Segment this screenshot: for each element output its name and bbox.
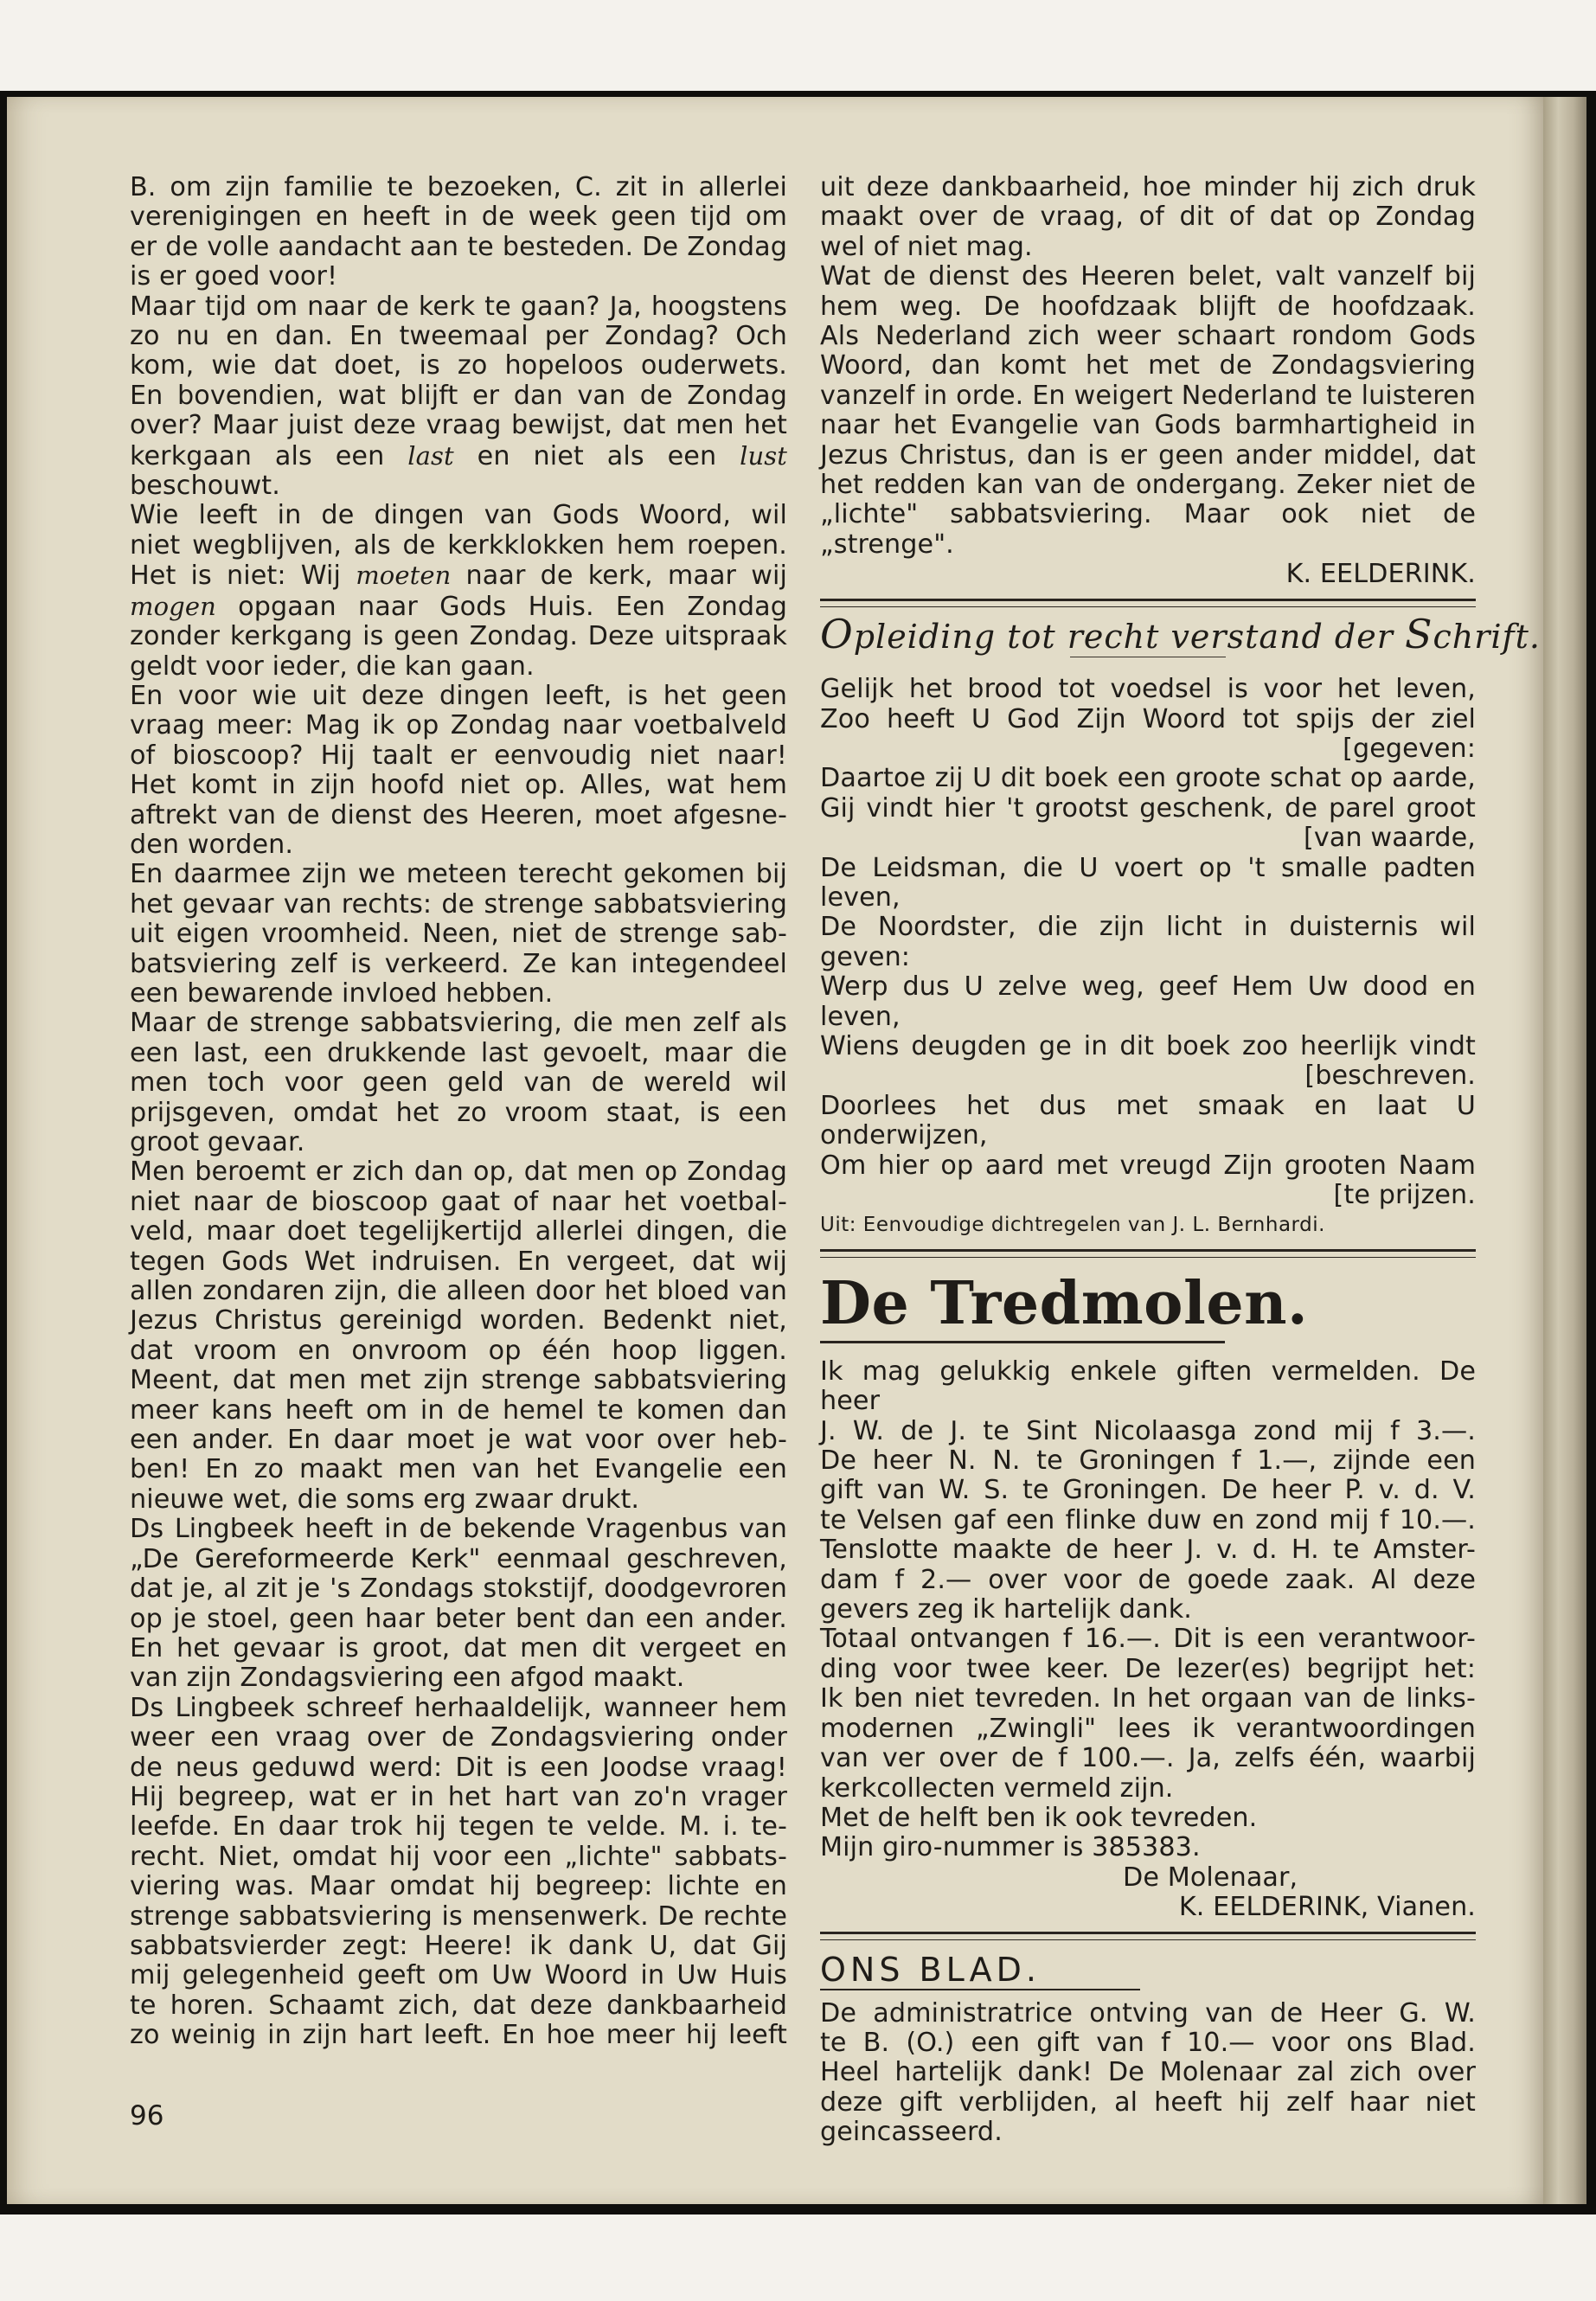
text-line: vraag meer: Mag ik op Zondag naar voetbalveld <box>130 710 787 741</box>
text-line: kom, wie dat doet, is zo hopeloos ouderwets. <box>130 350 787 381</box>
italic-word: last <box>407 440 454 471</box>
text-line: „De Gereformeerde Kerk" eenmaal geschreven, <box>130 1543 787 1574</box>
text-line: een ander. En daar moet je wat voor over heb- <box>130 1425 787 1456</box>
italic-word: lust <box>740 440 787 471</box>
section-title: De Tredmolen. <box>820 1268 1309 1338</box>
poem-line: De Noordster, die zijn licht in duisternis wil geven: <box>820 912 1476 972</box>
text-line: meer kans heeft om in de hemel te komen dan <box>130 1394 787 1426</box>
text-line: niet naar de bioscoop gaat of naar het voetbal- <box>130 1186 787 1217</box>
text-line-mogen <box>130 592 787 622</box>
text-line: over? Maar juist deze vraag bewijst, dat men het <box>130 410 787 441</box>
poem-line: Werp dus U zelve weg, geef Hem Uw dood en leven, <box>820 971 1476 1032</box>
text-line: modernen „Zwingli" lees ik verantwoordingen <box>820 1713 1476 1744</box>
text-line: gevers zeg ik hartelijk dank. <box>820 1594 1193 1625</box>
text-line: kerkcollecten vermeld zijn. <box>820 1772 1174 1804</box>
author-signature: K. EELDERINK. <box>1285 559 1476 590</box>
title-initial: O <box>820 610 854 657</box>
text-line: J. W. de J. te Sint Nicolaasga zond mij f 3.—. <box>820 1415 1476 1446</box>
text-line-last-lust <box>130 441 787 502</box>
poem-line-continuation: [van waarde, <box>1304 823 1476 854</box>
text-line: strenge sabbatsviering is mensenwerk. De rechte <box>130 1900 787 1932</box>
poem-source: Uit: Eenvoudige dichtregelen van J. L. Bernhardi. <box>820 1214 1325 1237</box>
text-line: dam f 2.— over voor de goede zaak. Al deze <box>820 1564 1476 1595</box>
poem-line-continuation: [beschreven. <box>1304 1061 1476 1092</box>
book-spine-edge <box>1543 97 1586 2204</box>
section-divider <box>820 599 1476 607</box>
text-line: Wat de dienst des Heeren belet, valt vanzelf bij <box>820 261 1476 292</box>
text-line: ding voor twee keer. De lezer(es) begrijpt het: <box>820 1653 1476 1684</box>
text-line: het gevaar van rechts: de strenge sabbatsviering <box>130 888 787 920</box>
text-line: Ds Lingbeek schreef herhaaldelijk, wanneer hem <box>130 1692 787 1723</box>
title-underline <box>820 1341 1225 1343</box>
text-line: te Velsen gaf een flinke duw en zond mij f 10.—. <box>820 1504 1476 1535</box>
text-line: zo nu en dan. En tweemaal per Zondag? Och <box>130 321 787 352</box>
text-line: men toch voor geen geld van de wereld wil <box>130 1067 787 1099</box>
article-continuation <box>820 173 1476 590</box>
text-line: prijsgeven, omdat het zo vroom staat, is een <box>130 1097 787 1128</box>
text-line: Meent, dat men met zijn strenge sabbatsviering <box>130 1365 787 1396</box>
text-line: den worden. <box>130 829 294 860</box>
text-line: Wie leeft in de dingen van Gods Woord, wil <box>130 500 787 531</box>
text-line: En het gevaar is groot, dat men dit vergeet en <box>130 1632 787 1663</box>
text-line-moeten <box>130 561 787 591</box>
right-column <box>820 172 1541 2148</box>
text-run: naar de kerk, maar wij <box>451 561 787 592</box>
text-line: zonder kerkgang is geen Zondag. Deze uitspraak <box>130 621 787 652</box>
left-column <box>130 173 787 2051</box>
poem-line: De Leidsman, die U voert op 't smalle padten leven, <box>820 852 1476 913</box>
text-run: Het is niet: Wij <box>130 561 356 592</box>
text-line: allen zondaren zijn, die alleen door het bloed van <box>130 1276 787 1307</box>
text-line: uit deze dankbaarheid, hoe minder hij zich druk <box>820 172 1476 202</box>
text-line: hem weg. De hoofdzaak blijft de hoofdzaak. <box>820 291 1476 322</box>
italic-word: moeten <box>356 561 452 591</box>
text-line: uit eigen vroomheid. Neen, niet de strenge sab- <box>130 919 787 950</box>
text-line: Ik ben niet tevreden. In het orgaan van de links- <box>820 1683 1476 1715</box>
poem-section <box>820 610 1541 1240</box>
text-line: Heel hartelijk dank! De Molenaar zal zich over <box>820 2057 1476 2088</box>
text-line: van ver over de f 100.—. Ja, zelfs één, waarbij <box>820 1743 1476 1774</box>
poem-line: Daartoe zij U dit boek een groote schat op aarde, <box>820 763 1476 794</box>
text-line: veld, maar doet tegelijkertijd allerlei dingen, die <box>130 1216 787 1247</box>
text-line: Het komt in zijn hoofd niet op. Alles, wat hem <box>130 770 787 801</box>
text-line: viering was. Maar omdat hij begreep: lichte en <box>130 1871 787 1902</box>
text-line: „lichte" sabbatsviering. Maar ook niet de „strenge". <box>820 499 1476 560</box>
text-line: de neus geduwd werd: Dit is een Joodse vraag! <box>130 1752 787 1783</box>
text-line: niet wegblijven, als de kerkklokken hem roepen. <box>130 529 787 561</box>
text-line: mij gelegenheid geeft om Uw Woord in Uw Huis <box>130 1960 787 1991</box>
text-line: maakt over de vraag, of dit of dat op Zondag <box>820 202 1476 233</box>
text-line: een last, een drukkende last gevoelt, maar die <box>130 1037 787 1068</box>
page-number: 96 <box>130 2100 164 2131</box>
poem-line-continuation: [gegeven: <box>1343 733 1476 764</box>
text-line: sabbatsvierder zegt: Heere! ik dank U, dat Gij <box>130 1930 787 1961</box>
text-run: opgaan naar Gods Huis. Een Zondag <box>215 591 787 622</box>
poem-line: Zoo heeft U God Zijn Woord tot spijs der ziel <box>820 703 1476 734</box>
text-line: Jezus Christus gereinigd worden. Bedenkt niet, <box>130 1305 787 1336</box>
text-line: En daarmee zijn we meteen terecht gekomen bij <box>130 859 787 890</box>
text-line: De heer N. N. te Groningen f 1.—, zijnde een <box>820 1445 1476 1477</box>
text-line: geldt voor ieder, die kan gaan. <box>130 651 535 682</box>
poem-line: Wiens deugden ge in dit boek zoo heerlijk vindt <box>820 1030 1476 1061</box>
text-line: Hij begreep, wat er in het hart van zo'n vrager <box>130 1781 787 1812</box>
text-line: Mijn giro-nummer is 385383. <box>820 1832 1201 1863</box>
title-initial: S <box>1404 610 1433 657</box>
text-line: op je stoel, geen haar beter bent dan een ander. <box>130 1603 787 1634</box>
text-line: Ds Lingbeek heeft in de bekende Vragenbus van <box>130 1514 787 1545</box>
text-line: er de volle aandacht aan te besteden. De Zondag <box>130 231 787 262</box>
text-line: Men beroemt er zich dan op, dat men op Zondag <box>130 1157 787 1188</box>
title-text: chrift. <box>1433 617 1541 656</box>
text-line: batsviering zelf is verkeerd. Ze kan integendeel <box>130 948 787 979</box>
text-line: is er goed voor! <box>130 261 338 292</box>
text-line: leefde. En daar trok hij tegen te velde. M. i. te- <box>130 1811 787 1843</box>
poem-line-continuation: [te prijzen. <box>1333 1180 1476 1210</box>
section-title: ONS BLAD. <box>820 1950 1041 1989</box>
poem-title <box>820 610 1541 657</box>
text-line: weer een vraag over de Zondagsviering onder <box>130 1722 787 1753</box>
section-divider <box>820 1249 1476 1258</box>
text-line: zo weinig in zijn hart leeft. En hoe meer hij leeft <box>130 2020 787 2051</box>
text-line: Als Nederland zich weer schaart rondom Gods <box>820 321 1476 352</box>
text-line: vanzelf in orde. En weigert Nederland te luisteren <box>820 380 1476 411</box>
text-line: te horen. Schaamt zich, dat deze dankbaarheid <box>130 1990 787 2021</box>
section-divider <box>820 1932 1476 1940</box>
text-line: deze gift verblijden, al heeft hij zelf haar niet <box>820 2086 1476 2118</box>
signoff-signature: K. EELDERINK, Vianen. <box>1178 1892 1476 1923</box>
text-line: ben! En zo maakt men van het Evangelie een <box>130 1454 787 1485</box>
text-line: of bioscoop? Hij taalt er eenvoudig niet naar! <box>130 740 787 771</box>
text-line: recht. Niet, omdat hij voor een „lichte" sabbats- <box>130 1841 787 1872</box>
text-line: dat je, al zit je 's Zondags stokstijf, doodgevroren <box>130 1574 787 1605</box>
title-underline <box>820 1989 1140 1990</box>
text-line: Jezus Christus, dan is er geen ander middel, dat <box>820 439 1476 471</box>
text-line: Totaal ontvangen f 16.—. Dit is een verantwoor- <box>820 1624 1476 1655</box>
text-line: Met de helft ben ik ook tevreden. <box>820 1802 1258 1833</box>
poem-line: Gelijk het brood tot voedsel is voor het leven, <box>820 674 1476 705</box>
text-line: naar het Evangelie van Gods barmhartigheid in <box>820 410 1476 441</box>
text-line: tegen Gods Wet indruisen. En vergeet, dat wij <box>130 1246 787 1277</box>
signoff-line: De Molenaar, <box>1123 1862 1298 1893</box>
text-run: en niet als een <box>453 440 740 471</box>
text-line: En bovendien, wat blijft er dan van de Zondag <box>130 380 787 411</box>
text-line: gift van W. S. te Groningen. De heer P. v. d. V. <box>820 1475 1476 1506</box>
text-line: dat vroom en onvroom op één hoop liggen. <box>130 1335 787 1366</box>
text-line: B. om zijn familie te bezoeken, C. zit in allerlei <box>130 172 787 202</box>
poem-line: Doorlees het dus met smaak en laat U onderwijzen, <box>820 1090 1476 1151</box>
text-line: Ik mag gelukkig enkele giften vermelden. De heer <box>820 1356 1476 1417</box>
text-line: Maar tijd om naar de kerk te gaan? Ja, hoogstens <box>130 291 787 322</box>
text-line: Maar de strenge sabbatsviering, die men zelf als <box>130 1008 787 1039</box>
title-text: pleiding tot recht verstand der <box>853 617 1405 656</box>
text-line: groot gevaar. <box>130 1127 305 1157</box>
text-line: nieuwe wet, die soms erg zwaar drukt. <box>130 1484 640 1515</box>
tredmolen-section <box>820 1270 1476 1923</box>
text-line: verenigingen en heeft in de week geen tijd om <box>130 202 787 233</box>
ons-blad-section <box>820 1951 1476 2148</box>
text-line: een bewarende invloed hebben. <box>130 977 554 1009</box>
text-line: Tenslotte maakte de heer J. v. d. H. te Amster- <box>820 1535 1476 1566</box>
text-run: kerkgaan als een <box>130 440 408 471</box>
text-line: Woord, dan komt het met de Zondagsviering <box>820 350 1476 381</box>
poem-line: Om hier op aard met vreugd Zijn grooten Naam <box>820 1150 1476 1181</box>
text-line: te B. (O.) een gift van f 10.— voor ons Blad. <box>820 2027 1476 2058</box>
text-line: De administratrice ontving van de Heer G. W. <box>820 1997 1476 2029</box>
italic-word: mogen <box>130 591 216 621</box>
text-run: beschouwt. <box>130 471 280 502</box>
text-line: wel of niet mag. <box>820 231 1033 262</box>
text-line: het redden kan van de ondergang. Zeker niet de <box>820 470 1476 501</box>
text-line: geincasseerd. <box>820 2117 1003 2148</box>
poem-line: Gij vindt hier 't grootst geschenk, de parel groot <box>820 792 1476 824</box>
text-line: En voor wie uit deze dingen leeft, is het geen <box>130 680 787 711</box>
text-line: van zijn Zondagsviering een afgod maakt. <box>130 1663 685 1694</box>
text-line: aftrekt van de dienst des Heeren, moet afgesne- <box>130 799 787 830</box>
